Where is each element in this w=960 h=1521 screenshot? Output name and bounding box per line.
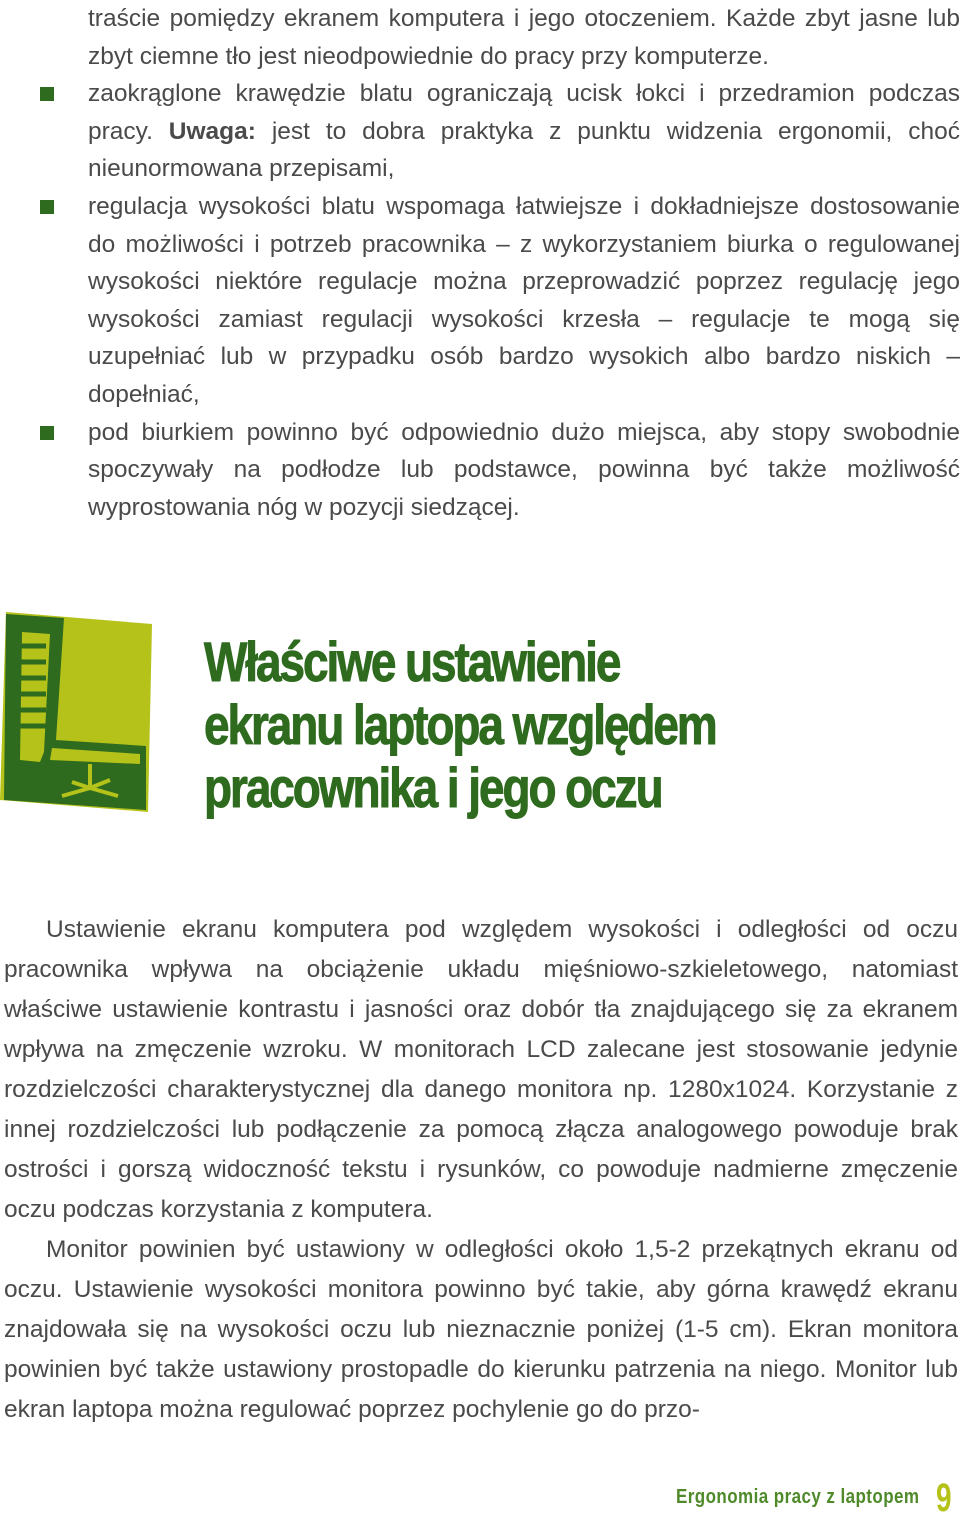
list-item (40, 188, 960, 414)
note-label: Uwaga: (168, 117, 256, 145)
page-number: 9 (936, 1476, 952, 1520)
heading-line: Właściwe ustawienie (204, 630, 620, 693)
body-text (4, 910, 958, 1430)
list-item (40, 75, 960, 188)
list-item (40, 414, 960, 527)
paragraph: Ustawienie ekranu komputera pod względem wysokości i odległości od oczu pracownika wpływa na obciążenie układu mięśniowo-szkieletowego, natomiast właściwe ustawienie kontrastu i jasności oraz dobór tła znajdującego się za ekranem wpływa na zmęczenie wzroku. W monitorach LCD zalecane jest stosowanie jedynie rozdzielczości charakterystycznej dla danego monitora np. 1280x1024. Korzystanie z innej rozdzielczości lub podłączenie za pomocą złącza analogowego powoduje brak ostrości i gorszą widoczność tekstu i rysunków, co powoduje nadmierne zmęczenie oczu podczas korzystania z komputera. (4, 916, 958, 1223)
list-item-text: jest to dobra praktyka z punktu widzenia ergonomii, choć nieunormowana przepisami, (88, 117, 960, 183)
bullet-square-icon (40, 426, 54, 440)
office-chair-icon (0, 612, 152, 812)
list-continuation-text: traście pomiędzy ekranem komputera i jego otoczeniem. Każde zbyt jasne lub zbyt ciemne tło jest nieodpowiednie do pracy przy komputerze. (88, 5, 960, 70)
list-continuation (40, 0, 960, 75)
bullet-square-icon (40, 87, 54, 101)
paragraph: Monitor powinien być ustawiony w odległości około 1,5-2 przekątnych ekranu od oczu. Ustawienie wysokości monitora powinno być takie, aby górna krawędź ekranu znajdowała się na wysokości oczu lub nieznacznie poniżej (1-5 cm). Ekran monitora powinien być także ustawiony prostopadle do kierunku patrzenia na niego. Monitor lub ekran laptopa można regulować poprzez pochylenie go do przo- (4, 1236, 958, 1423)
bullet-square-icon (40, 200, 54, 214)
list-item-text: pod biurkiem powinno być odpowiednio dużo miejsca, aby stopy swobodnie spoczywały na podłodze lub podstawce, powinna być także możliwość wyprostowania nóg w pozycji siedzącej. (88, 418, 960, 521)
section-heading (204, 630, 811, 819)
list-item-text: regulacja wysokości blatu wspomaga łatwiejsze i dokładniejsze dostosowanie do możliwości i potrzeb pracownika – z wykorzystaniem biurka o regulowanej wysokości niektóre regulacje można przeprowadzić poprzez regulację jego wysokości zamiast regulacji wysokości krzesła – regulacje te mogą się uzupełniać lub w przypadku osób bardzo wysokich albo bardzo niskich – dopełniać, (88, 192, 960, 408)
footer-title: Ergonomia pracy z laptopem (676, 1486, 920, 1508)
list-item-text: zaokrąglone krawędzie blatu ograniczają ucisk łokci i przedramion podczas pracy. (88, 80, 960, 145)
heading-line: ekranu laptopa względem (204, 693, 716, 756)
heading-line: pracownika i jego oczu (204, 756, 662, 819)
bullet-list (40, 0, 960, 526)
